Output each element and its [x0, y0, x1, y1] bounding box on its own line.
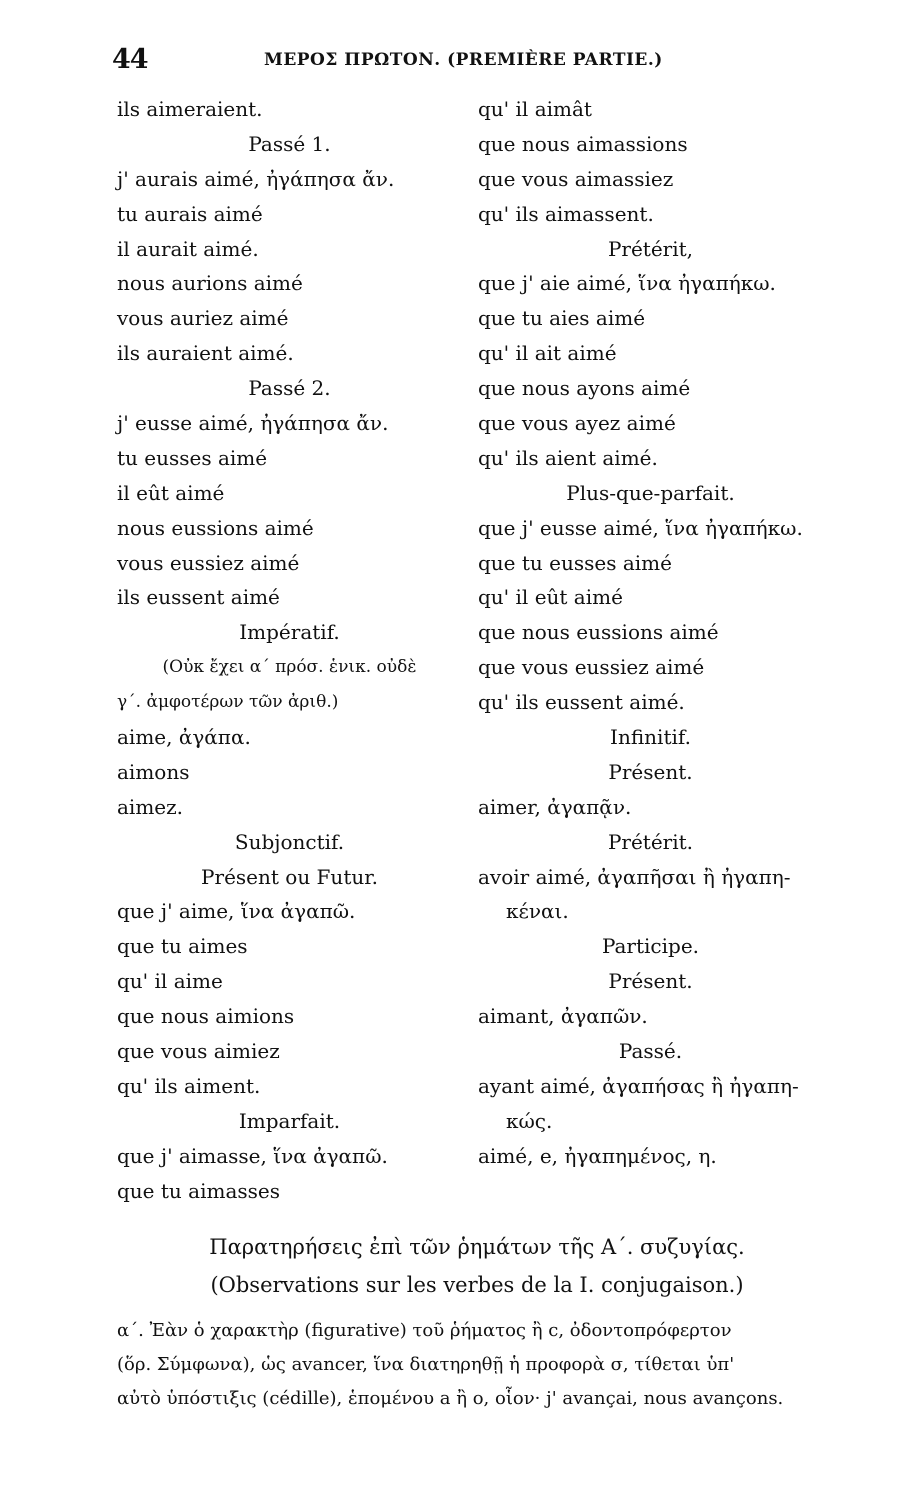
right-column-line: que nous aimassions: [478, 131, 688, 156]
right-column-line: qu' ils aimassent.: [478, 201, 654, 226]
right-column-heading: Participe.: [601, 934, 700, 959]
left-column-heading: Passé 2.: [248, 376, 331, 401]
left-column-line: il aurait aimé.: [117, 236, 259, 261]
right-column-line: que vous aimassiez: [478, 166, 674, 191]
left-column-line: tu aurais aimé: [117, 201, 263, 226]
left-column-line: aimez.: [117, 794, 184, 819]
right-column-heading: Plus-que-parfait.: [566, 480, 735, 505]
section-heading-greek: Παρατηρήσεις ἐπὶ τῶν ῥημάτων τῆς Α΄. συζυγίας.: [209, 1235, 745, 1259]
right-column-line: qu' il ait aimé: [478, 341, 617, 366]
right-column-line: κέναι.: [506, 899, 569, 924]
right-column-line: que nous eussions aimé: [478, 620, 719, 645]
right-column-line: aimé, e, ἠγαπημένος, η.: [478, 1143, 717, 1168]
left-column-line: nous eussions aimé: [117, 515, 314, 540]
left-column-line: que j' aimasse, ἵνα ἀγαπῶ.: [117, 1143, 388, 1168]
left-column-line: que nous aimions: [117, 1004, 295, 1029]
right-column-line: aimant, ἀγαπῶν.: [478, 1004, 648, 1029]
right-column-heading: Passé.: [618, 1039, 683, 1064]
left-column-line: ils aimeraient.: [117, 97, 263, 121]
running-title: ΜΕΡΟΣ ΠΡΩΤΟΝ. (PREMIÈRE PARTIE.): [264, 50, 663, 70]
paragraph-line: (ὅρ. Σύμφωνα), ὡς avancer, ἵνα διατηρηθῇ ἡ προφορὰ σ, τίθεται ὑπ': [117, 1354, 735, 1375]
observations-section: [117, 1228, 837, 1416]
left-column-line: γ΄. ἀμφοτέρων τῶν ἀριθ.): [117, 692, 339, 713]
left-column-line: (Οὐκ ἔχει α΄ πρόσ. ἑνικ. οὐδὲ: [162, 657, 417, 678]
right-column-line: que tu eusses aimé: [478, 550, 672, 575]
left-column-line: aimons: [117, 759, 190, 784]
left-column-line: nous aurions aimé: [117, 271, 303, 296]
right-column-line: aimer, ἀγαπᾷν.: [478, 794, 632, 819]
left-column-heading: Présent ou Futur.: [201, 864, 378, 889]
left-column-line: que vous aimiez: [117, 1039, 280, 1064]
right-column-line: qu' il aimât: [478, 97, 592, 121]
section-heading-french: (Observations sur les verbes de la I. conjugaison.): [210, 1273, 744, 1297]
left-column-heading: Subjonctif.: [234, 829, 345, 854]
right-column-line: κώς.: [506, 1108, 553, 1133]
left-column-line: ils eussent aimé: [117, 585, 280, 610]
left-column-line: aime, ἀγάπα.: [117, 725, 251, 750]
left-column-line: que j' aime, ἵνα ἀγαπῶ.: [117, 899, 356, 924]
left-column-line: il eût aimé: [117, 480, 225, 505]
right-column-line: qu' ils eussent aimé.: [478, 690, 685, 715]
left-column-heading: Imparfait.: [238, 1108, 341, 1133]
left-column-line: vous auriez aimé: [117, 306, 289, 331]
page-header: [112, 44, 792, 84]
left-column-line: que tu aimasses: [117, 1178, 280, 1203]
left-column-line: qu' il aime: [117, 969, 223, 994]
left-column-line: vous eussiez aimé: [117, 550, 300, 575]
left-column-line: que tu aimes: [117, 934, 248, 959]
right-column-heading: Infinitif.: [610, 725, 691, 750]
left-column-line: qu' ils aiment.: [117, 1073, 261, 1098]
right-column-line: que j' aie aimé, ἵνα ἠγαπήκω.: [478, 271, 776, 296]
left-column: [117, 92, 462, 1209]
right-column-heading: Présent.: [608, 969, 693, 994]
left-column-heading: Impératif.: [239, 620, 340, 645]
paragraph-line: α΄. Ἐὰν ὁ χαρακτὴρ (figurative) τοῦ ῥήματος ἢ c, ὀδοντοπρόφερτον: [117, 1320, 732, 1341]
left-column-line: ils auraient aimé.: [117, 341, 294, 366]
right-column-line: que j' eusse aimé, ἵνα ἠγαπήκω.: [478, 515, 803, 540]
paragraph-line: αὐτὸ ὑπόστιξις (cédille), ἑπομένου a ἢ o, οἷον· j' avançai, nous avançons.: [117, 1388, 784, 1409]
right-column-heading: Prétérit.: [607, 829, 694, 854]
right-column-line: que vous eussiez aimé: [478, 655, 705, 680]
right-column-heading: Prétérit,: [607, 236, 694, 261]
left-column-line: j' eusse aimé, ἠγάπησα ἄν.: [117, 411, 389, 436]
left-column-heading: Passé 1.: [248, 131, 331, 156]
right-column-line: que vous ayez aimé: [478, 411, 676, 436]
right-column-line: qu' il eût aimé: [478, 585, 623, 610]
observation-paragraph: [117, 1314, 837, 1416]
right-column-line: que tu aies aimé: [478, 306, 646, 331]
left-column-line: tu eusses aimé: [117, 445, 268, 470]
right-column-line: avoir aimé, ἀγαπῆσαι ἢ ἠγαπη-: [478, 864, 791, 889]
right-column-line: que nous ayons aimé: [478, 376, 691, 401]
right-column-line: ayant aimé, ἀγαπήσας ἢ ἠγαπη-: [478, 1073, 799, 1098]
right-column-heading: Présent.: [608, 759, 693, 784]
page-number: 44: [112, 44, 148, 75]
right-column: [478, 92, 823, 1174]
right-column-line: qu' ils aient aimé.: [478, 445, 658, 470]
left-column-line: j' aurais aimé, ἠγάπησα ἄν.: [117, 166, 395, 191]
